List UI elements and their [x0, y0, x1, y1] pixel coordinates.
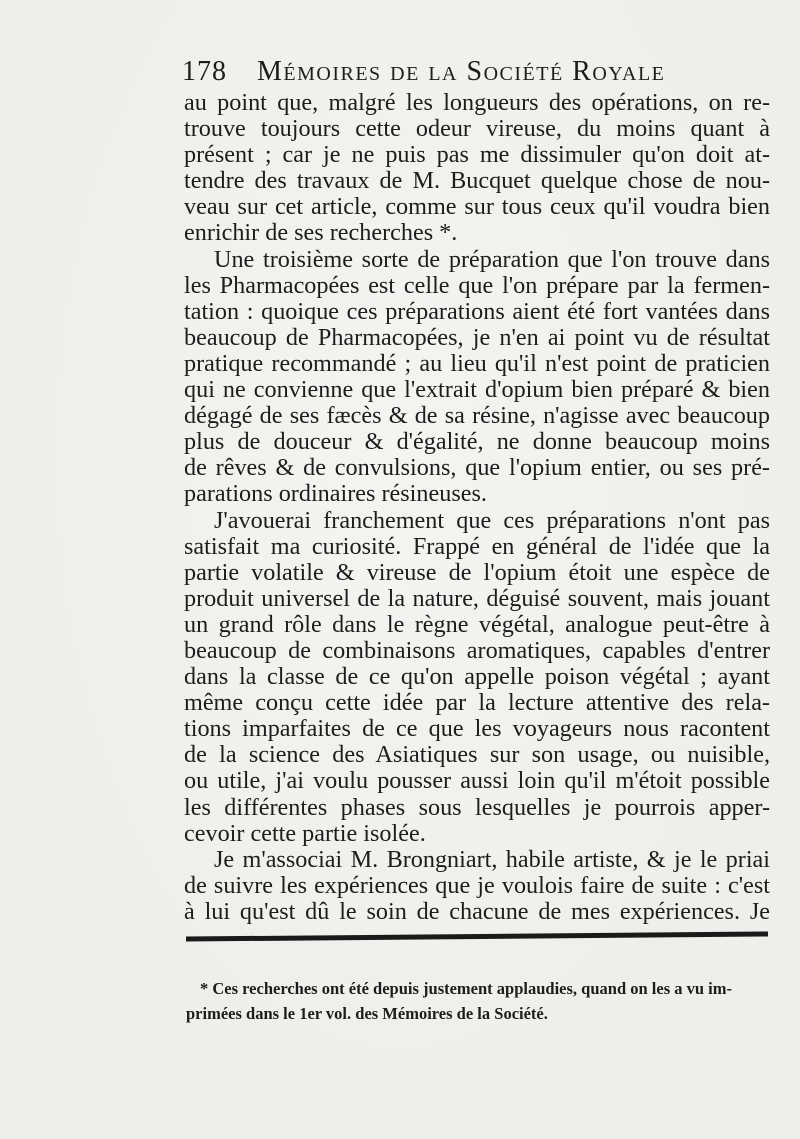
text-line: les Pharmacopées est celle que l'on prépare par la fermen-	[184, 271, 770, 299]
text-line: tions imparfaites de ce que les voyageurs nous racontent	[184, 715, 770, 743]
page-number: 178	[182, 56, 227, 87]
text-line: qui ne convienne que l'extrait d'opium bien préparé & bien	[184, 376, 770, 404]
text-line: un grand rôle dans le règne végétal, analogue peut-être à	[184, 610, 770, 638]
text-line: plus de douceur & d'égalité, ne donne beaucoup moins	[184, 428, 770, 456]
text-line: tendre des travaux de M. Bucquet quelque chose de nou-	[184, 167, 770, 195]
text-line: dégagé de ses fæcès & de sa résine, n'agisse avec beaucoup	[184, 402, 770, 430]
text-line: trouve toujours cette odeur vireuse, du moins quant à	[184, 115, 770, 143]
footnote-line: primées dans le 1er vol. des Mémoires de la Société.	[186, 1004, 548, 1023]
text-line: satisfait ma curiosité. Frappé en général de l'idée que la	[184, 532, 770, 560]
text-line: Je m'associai M. Brongniart, habile artiste, & je le priai	[214, 845, 770, 873]
running-title: Mémoires de la Société Royale	[257, 56, 666, 87]
text-line: à lui qu'est dû le soin de chacune de mes expériences. Je	[184, 897, 770, 925]
text-line: enrichir de ses recherches *.	[184, 219, 458, 247]
paragraph	[184, 247, 770, 508]
text-line: pratique recommandé ; au lieu qu'il n'est point de praticien	[184, 349, 770, 377]
text-line: veau sur cet article, comme sur tous ceux qu'il voudra bien	[184, 193, 770, 221]
text-line: beaucoup de Pharmacopées, je n'en ai point vu de résultat	[184, 323, 770, 351]
text-line: de rêves & de convulsions, que l'opium entier, ou ses pré-	[184, 454, 770, 482]
text-line: parations ordinaires résineuses.	[184, 480, 487, 508]
text-line: présent ; car je ne puis pas me dissimuler qu'on doit at-	[184, 141, 770, 169]
text-line: tation : quoique ces préparations aient été fort vantées dans	[184, 297, 770, 325]
text-line: même conçu cette idée par la lecture attentive des rela-	[184, 689, 770, 717]
footnote	[186, 976, 766, 1026]
footnote-divider	[186, 931, 768, 941]
paragraph	[184, 90, 770, 247]
footnote-line: * Ces recherches ont été depuis justement applaudies, quand on les a vu im-	[200, 979, 733, 998]
text-line: dans la classe de ce qu'on appelle poison végétal ; ayant	[184, 663, 770, 691]
text-line: produit universel de la nature, déguisé souvent, mais jouant	[184, 584, 770, 612]
text-line: de suivre les expériences que je voulois faire de suite : c'est	[184, 871, 770, 899]
text-line: de la science des Asiatiques sur son usage, ou nuisible,	[184, 741, 770, 769]
text-line: Une troisième sorte de préparation que l'on trouve dans	[214, 245, 770, 273]
text-line: beaucoup de combinaisons aromatiques, capables d'entrer	[184, 636, 770, 664]
text-line: partie volatile & vireuse de l'opium étoit une espèce de	[184, 558, 770, 586]
text-line: au point que, malgré les longueurs des opérations, on re-	[184, 89, 770, 116]
paragraph	[184, 847, 770, 925]
body-text	[184, 90, 770, 925]
text-line: ou utile, j'ai voulu pousser aussi loin qu'il m'étoit possible	[184, 767, 770, 795]
paragraph	[184, 508, 770, 847]
text-line: les différentes phases sous lesquelles je pourrois apper-	[184, 793, 770, 821]
text-line: J'avouerai franchement que ces préparations n'ont pas	[214, 506, 770, 534]
text-line: cevoir cette partie isolée.	[184, 819, 426, 847]
